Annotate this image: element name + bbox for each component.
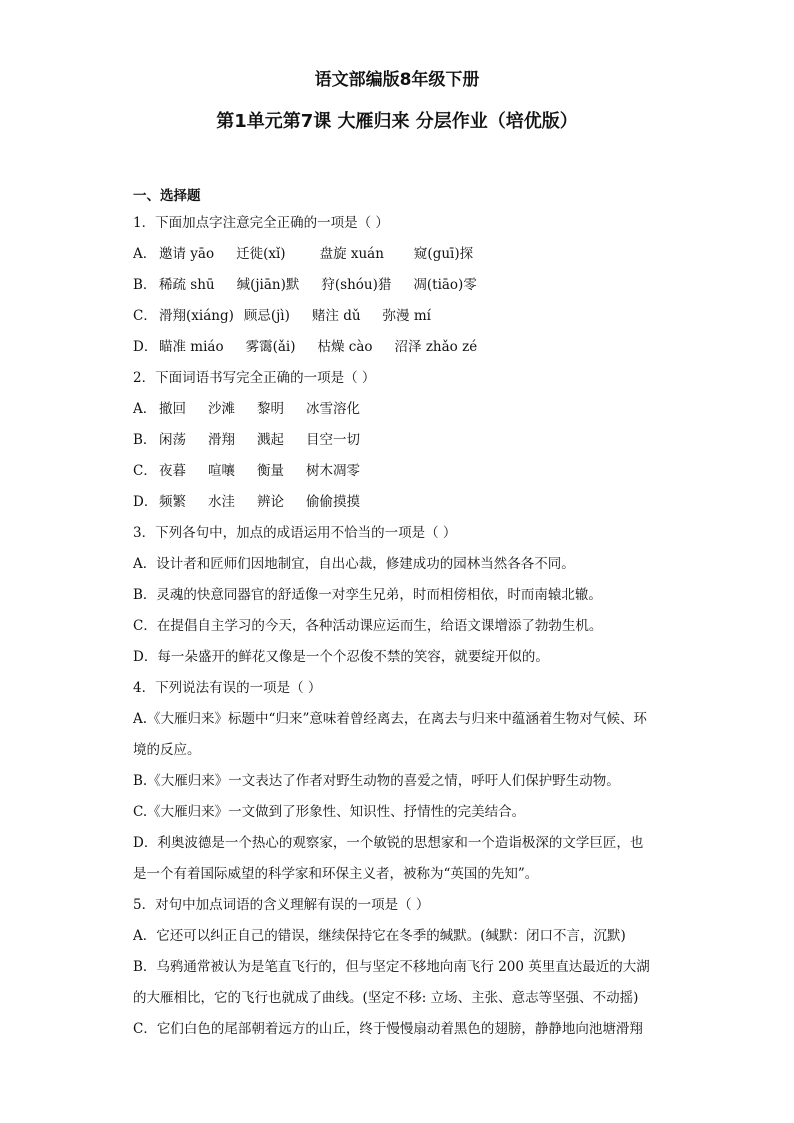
option-item: 瞄准 miáo [159,339,224,355]
option-label: A． [133,246,157,262]
option-item: 撤回 [159,401,186,417]
option-item: 沙滩 [208,401,235,417]
option-item: 偷偷摸摸 [306,494,360,510]
option-item: 闲荡 [159,432,186,448]
question-4-option-a: A.《大雁归来》标题中“归来”意味着曾经离去，在离去与归来中蕴涵着生物对气候、环 [133,711,647,727]
question-2-option-d [133,492,663,512]
question-3-option-d: D．每一朵盛开的鲜花又像是一个个忍俊不禁的笑容，就要绽开似的。 [133,649,549,665]
question-5-option-b: B．乌鸦通常被认为是笔直飞行的，但与坚定不移地向南飞行 200 英里直达最近的大湖 [133,959,650,975]
option-item: 凋(tiāo)零 [413,277,477,293]
option-item: 冰雪溶化 [306,401,360,417]
option-item: 树木凋零 [306,463,360,479]
option-item: 辨论 [257,494,284,510]
question-3-option-b: B．灵魂的快意同器官的舒适像一对孪生兄弟，时而相傍相依，时而南辕北辙。 [133,587,602,603]
question-1-option-a [133,244,663,264]
option-label: D． [133,339,158,355]
option-item: 频繁 [159,494,186,510]
question-1-option-c [133,306,663,326]
option-item: 邀请 yāo [159,246,215,262]
question-5-option-b-cont: 的大雁相比，它的飞行也就成了曲线。(坚定不移: 立场、主张、意志等坚强、不动摇) [133,990,639,1006]
option-item: 缄(jiān)默 [236,277,300,293]
option-item: 迁徙(xǐ) [236,246,286,262]
question-1-option-d [133,337,663,357]
option-item: 滑翔 [208,432,235,448]
option-item: 水洼 [208,494,235,510]
document-subtitle: 第1单元第7课 大雁归来 分层作业（培优版） [216,111,578,132]
option-label: B． [133,277,157,293]
option-item: 夜暮 [159,463,186,479]
option-item: 滑翔(xiáng) [159,308,234,324]
option-item: 喧嚷 [208,463,235,479]
question-3-option-a: A．设计者和匠师们因地制宜，自出心裁，修建成功的园林当然各各不同。 [133,556,575,572]
option-item: 顾忌(jì) [243,308,290,324]
option-item: 稀疏 shū [159,277,215,293]
option-item: 盘旋 xuán [319,246,384,262]
question-4-option-d-cont: 是一个有着国际威望的科学家和环保主义者，被称为“英国的先知”。 [133,866,539,882]
question-5-option-a: A．它还可以纠正自己的错误，继续保持它在冬季的缄默。(缄默：闭口不言，沉默) [133,928,626,944]
option-item: 溅起 [257,432,284,448]
option-item: 枯燥 cào [317,339,373,355]
option-item: 赌注 dǔ [311,308,361,324]
option-label: D． [133,494,158,510]
option-item: 弥漫 mí [382,308,431,324]
question-2-option-c [133,461,663,481]
question-4-option-b: B.《大雁归来》一文表达了作者对野生动物的喜爱之情，呼吁人们保护野生动物。 [133,773,620,789]
question-4-option-c: C.《大雁归来》一文做到了形象性、知识性、抒情性的完美结合。 [133,804,526,820]
question-1-option-b [133,275,663,295]
option-label: C． [133,463,157,479]
document-title: 语文部编版8年级下册 [314,70,480,90]
option-item: 窥(guī)探 [413,246,474,262]
question-4-option-a-cont: 境的反应。 [133,742,201,758]
question-3-stem: 3．下列各句中，加点的成语运用不恰当的一项是（ ） [133,525,457,541]
question-4-stem: 4．下列说法有误的一项是（ ） [133,680,322,696]
option-item: 目空一切 [306,432,360,448]
question-5-option-c: C．它们白色的尾部朝着远方的山丘，终于慢慢扇动着黑色的翅膀，静静地向池塘滑翔 [133,1021,643,1037]
section-heading: 一、选择题 [133,188,201,204]
question-2-option-a [133,399,663,419]
question-2-option-b [133,430,663,450]
option-label: C． [133,308,157,324]
question-4-option-d: D．利奥波德是一个热心的观察家，一个敏锐的思想家和一个造诣极深的文学巨匠，也 [133,835,644,851]
option-item: 雾霭(ǎi) [245,339,296,355]
option-item: 狩(shóu)猎 [321,277,392,293]
option-label: B． [133,432,157,448]
question-3-option-c: C．在提倡自主学习的今天，各种活动课应运而生，给语文课增添了勃勃生机。 [133,618,603,634]
option-item: 黎明 [257,401,284,417]
option-item: 沼泽 zhǎo zé [394,339,478,355]
question-1-stem: 1．下面加点字注意完全正确的一项是（ ） [133,215,389,231]
question-2-stem: 2．下面词语书写完全正确的一项是（ ） [133,370,376,386]
question-5-stem: 5．对句中加点词语的含义理解有误的一项是（ ） [133,897,430,913]
option-item: 衡量 [257,463,284,479]
option-label: A． [133,401,157,417]
